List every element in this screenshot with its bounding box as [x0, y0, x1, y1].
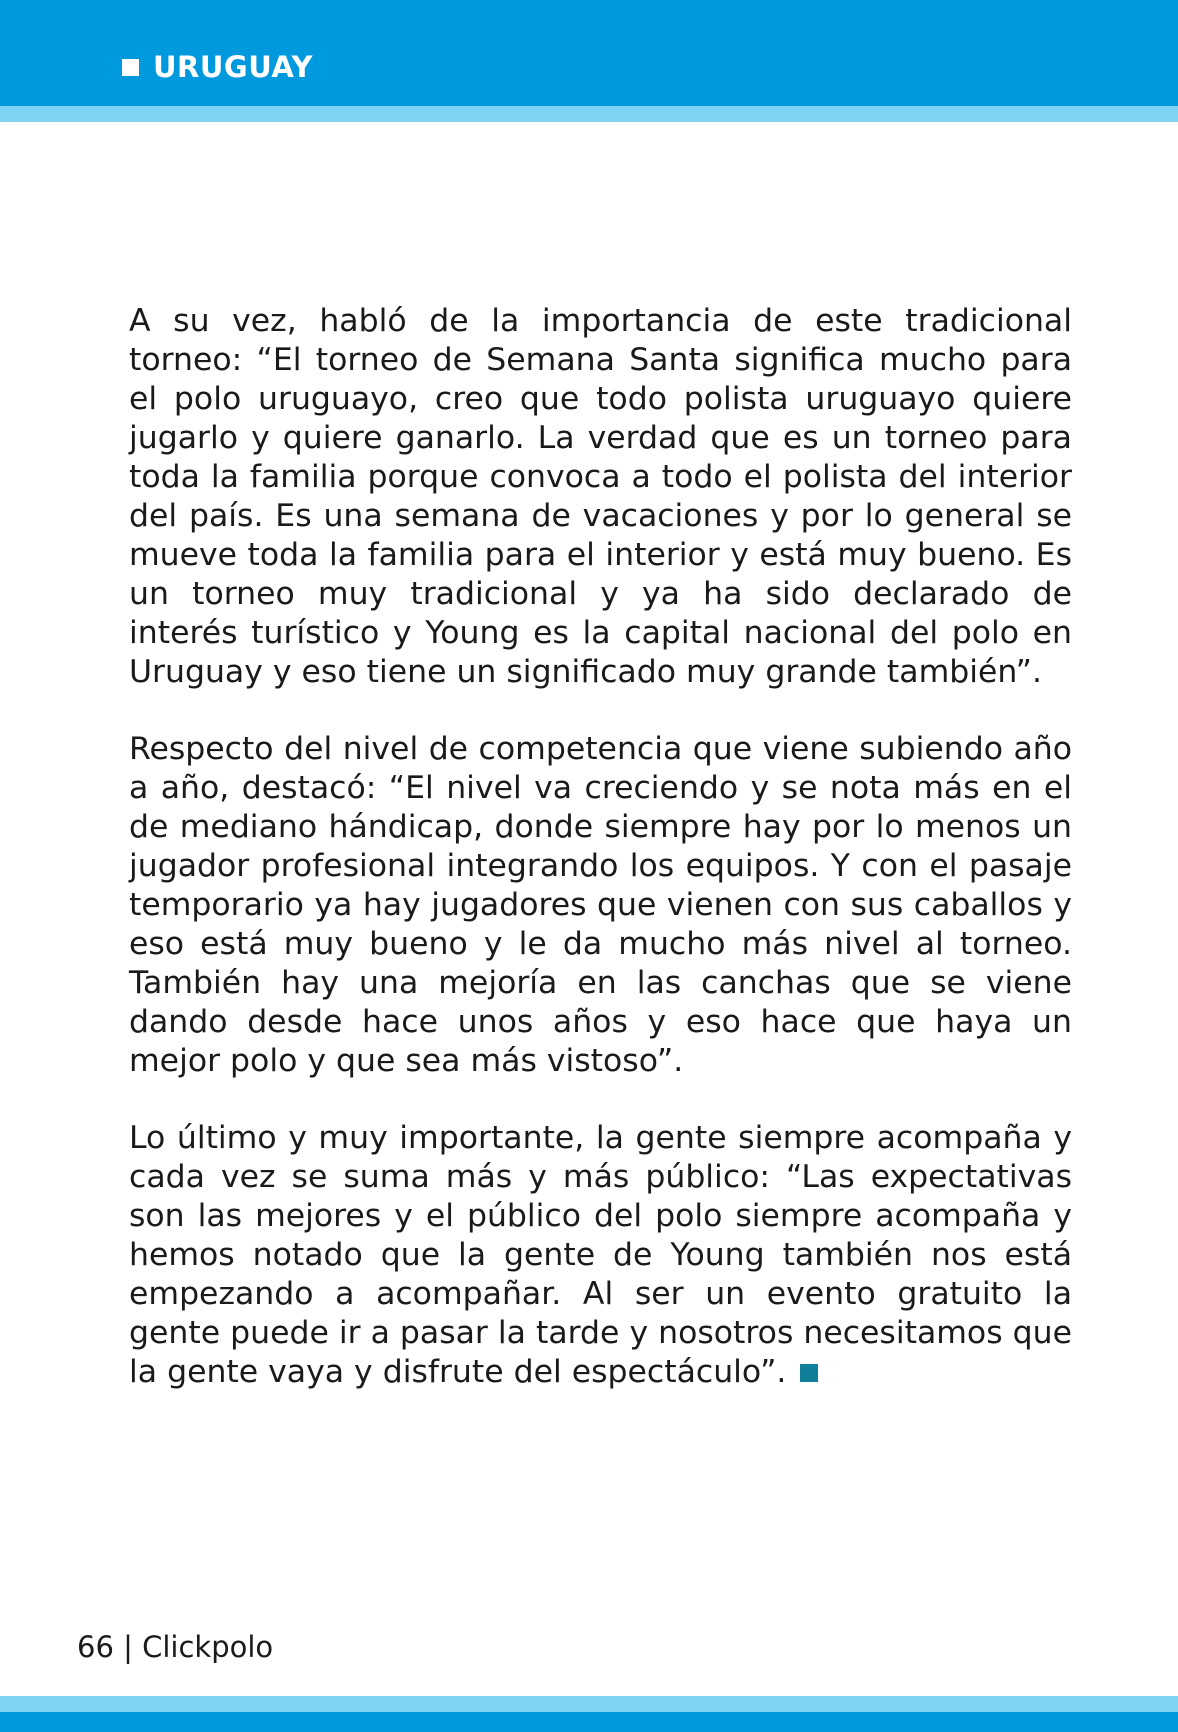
section-square-icon — [122, 59, 139, 76]
paragraph-2-text: Respecto del nivel de competencia que viene subiendo año a año, destacó: “El nivel va creciendo y se nota más en el de mediano hándicap, donde siempre hay por lo menos un jugador profesional integrando los equipos. Y con el pasaje temporario ya hay jugadores que vienen con sus caballos y eso está muy bueno y le da mucho más nivel al torneo. También hay una mejoría en las canchas que se viene dando desde hace unos años y eso hace que haya un mejor polo y que sea más vistoso”. — [129, 731, 1072, 1079]
paragraph-2 — [129, 730, 1072, 1081]
footer-bar — [0, 1712, 1178, 1732]
footer-stripe — [0, 1696, 1178, 1712]
article-body — [129, 302, 1072, 1430]
end-square-icon — [800, 1364, 818, 1382]
section-label — [122, 50, 313, 84]
paragraph-3-text: Lo último y muy importante, la gente siempre acompaña y cada vez se suma más y más público: “Las expectativas son las mejores y el público del polo siempre acompaña y hemos notado que la gente de Young también nos está empezando a acompañar. Al ser un evento gratuito la gente puede ir a pasar la tarde y nosotros necesitamos que la gente vaya y disfrute del espectáculo”. — [129, 1120, 1072, 1390]
paragraph-3 — [129, 1119, 1072, 1392]
section-title: URUGUAY — [153, 50, 314, 84]
header-stripe — [0, 106, 1178, 122]
page-footer-label: 66 | Clickpolo — [77, 1630, 274, 1664]
paragraph-1 — [129, 302, 1072, 692]
paragraph-1-text: A su vez, habló de la importancia de este tradicional torneo: “El torneo de Semana Santa significa mucho para el polo uruguayo, creo que todo polista uruguayo quiere jugarlo y quiere ganarlo. La verdad que es un torneo para toda la familia porque convoca a todo el polista del interior del país. Es una semana de vacaciones y por lo general se mueve toda la familia para el interior y está muy bueno. Es un torneo muy tradicional y ya ha sido declarado de interés turístico y Young es la capital nacional del polo en Uruguay y eso tiene un significado muy grande también”. — [129, 303, 1072, 690]
